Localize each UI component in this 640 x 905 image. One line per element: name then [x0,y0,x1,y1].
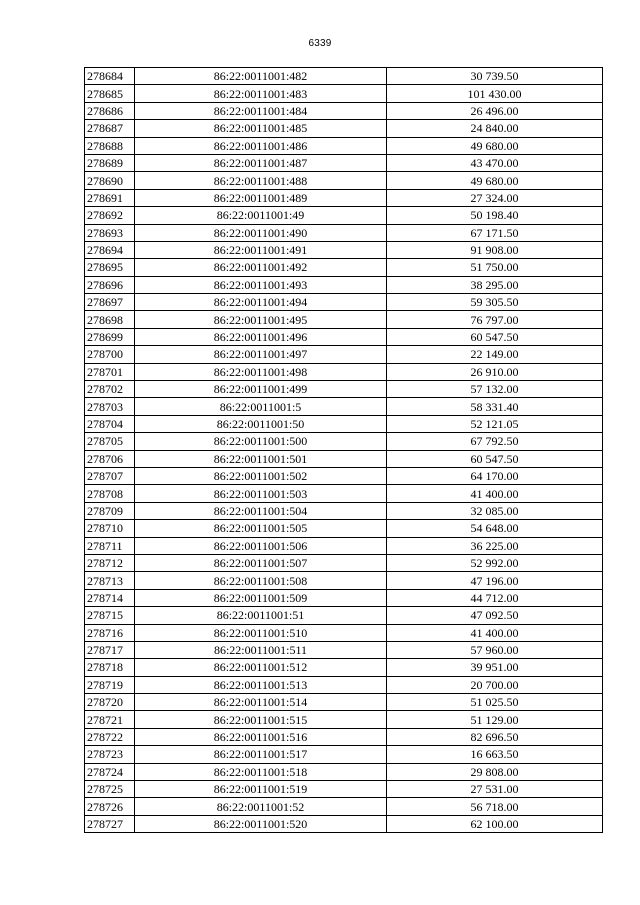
value-cell: 51 750.00 [387,259,603,276]
record-id-cell: 278711 [85,537,135,554]
table-row [85,467,603,484]
cadastral-number-cell: 86:22:0011001:486 [135,137,387,154]
record-id-cell: 278712 [85,554,135,571]
value-cell: 52 121.05 [387,415,603,432]
cadastral-number-cell: 86:22:0011001:503 [135,485,387,502]
table-row [85,259,603,276]
cadastral-number-cell: 86:22:0011001:517 [135,746,387,763]
cadastral-number-cell: 86:22:0011001:50 [135,415,387,432]
record-id-cell: 278724 [85,763,135,780]
cadastral-number-cell: 86:22:0011001:513 [135,676,387,693]
value-cell: 24 840.00 [387,120,603,137]
record-id-cell: 278684 [85,68,135,85]
table-row [85,433,603,450]
table-row [85,346,603,363]
records-table [84,67,603,833]
table-row [85,294,603,311]
value-cell: 54 648.00 [387,520,603,537]
table-row [85,102,603,119]
record-id-cell: 278708 [85,485,135,502]
record-id-cell: 278690 [85,172,135,189]
record-id-cell: 278703 [85,398,135,415]
cadastral-number-cell: 86:22:0011001:511 [135,641,387,658]
record-id-cell: 278698 [85,311,135,328]
table-row [85,520,603,537]
table-row [85,224,603,241]
value-cell: 58 331.40 [387,398,603,415]
cadastral-number-cell: 86:22:0011001:504 [135,502,387,519]
value-cell: 38 295.00 [387,276,603,293]
record-id-cell: 278725 [85,781,135,798]
table-row [85,381,603,398]
value-cell: 29 808.00 [387,763,603,780]
value-cell: 16 663.50 [387,746,603,763]
record-id-cell: 278694 [85,241,135,258]
table-row [85,241,603,258]
table-row [85,398,603,415]
page-number: 6339 [308,38,332,49]
cadastral-number-cell: 86:22:0011001:484 [135,102,387,119]
table-row [85,572,603,589]
record-id-cell: 278719 [85,676,135,693]
table-row [85,815,603,832]
value-cell: 59 305.50 [387,294,603,311]
record-id-cell: 278718 [85,659,135,676]
value-cell: 60 547.50 [387,450,603,467]
value-cell: 43 470.00 [387,154,603,171]
table-row [85,450,603,467]
value-cell: 57 960.00 [387,641,603,658]
table-row [85,172,603,189]
table-row [85,502,603,519]
value-cell: 82 696.50 [387,728,603,745]
value-cell: 101 430.00 [387,85,603,102]
table-row [85,154,603,171]
table-row [85,276,603,293]
table-row [85,728,603,745]
value-cell: 49 680.00 [387,172,603,189]
record-id-cell: 278726 [85,798,135,815]
value-cell: 26 496.00 [387,102,603,119]
value-cell: 51 025.50 [387,694,603,711]
record-id-cell: 278706 [85,450,135,467]
value-cell: 56 718.00 [387,798,603,815]
cadastral-number-cell: 86:22:0011001:514 [135,694,387,711]
cadastral-number-cell: 86:22:0011001:502 [135,467,387,484]
record-id-cell: 278722 [85,728,135,745]
cadastral-number-cell: 86:22:0011001:482 [135,68,387,85]
cadastral-number-cell: 86:22:0011001:488 [135,172,387,189]
table-row [85,659,603,676]
value-cell: 76 797.00 [387,311,603,328]
cadastral-number-cell: 86:22:0011001:492 [135,259,387,276]
cadastral-number-cell: 86:22:0011001:49 [135,207,387,224]
cadastral-number-cell: 86:22:0011001:489 [135,189,387,206]
cadastral-number-cell: 86:22:0011001:519 [135,781,387,798]
table-row [85,624,603,641]
value-cell: 67 171.50 [387,224,603,241]
cadastral-number-cell: 86:22:0011001:506 [135,537,387,554]
table-row [85,485,603,502]
record-id-cell: 278709 [85,502,135,519]
record-id-cell: 278714 [85,589,135,606]
record-id-cell: 278710 [85,520,135,537]
record-id-cell: 278687 [85,120,135,137]
table-row [85,798,603,815]
cadastral-number-cell: 86:22:0011001:515 [135,711,387,728]
table-row [85,363,603,380]
record-id-cell: 278686 [85,102,135,119]
cadastral-number-cell: 86:22:0011001:518 [135,763,387,780]
value-cell: 32 085.00 [387,502,603,519]
record-id-cell: 278713 [85,572,135,589]
value-cell: 30 739.50 [387,68,603,85]
cadastral-number-cell: 86:22:0011001:501 [135,450,387,467]
table-row [85,711,603,728]
record-id-cell: 278685 [85,85,135,102]
cadastral-number-cell: 86:22:0011001:490 [135,224,387,241]
records-table-body [85,68,603,833]
value-cell: 51 129.00 [387,711,603,728]
cadastral-number-cell: 86:22:0011001:520 [135,815,387,832]
value-cell: 27 324.00 [387,189,603,206]
table-row [85,311,603,328]
value-cell: 91 908.00 [387,241,603,258]
value-cell: 20 700.00 [387,676,603,693]
cadastral-number-cell: 86:22:0011001:493 [135,276,387,293]
value-cell: 49 680.00 [387,137,603,154]
value-cell: 22 149.00 [387,346,603,363]
record-id-cell: 278720 [85,694,135,711]
record-id-cell: 278702 [85,381,135,398]
cadastral-number-cell: 86:22:0011001:508 [135,572,387,589]
cadastral-number-cell: 86:22:0011001:498 [135,363,387,380]
table-row [85,189,603,206]
value-cell: 60 547.50 [387,328,603,345]
record-id-cell: 278701 [85,363,135,380]
record-id-cell: 278699 [85,328,135,345]
record-id-cell: 278689 [85,154,135,171]
cadastral-number-cell: 86:22:0011001:509 [135,589,387,606]
value-cell: 36 225.00 [387,537,603,554]
value-cell: 52 992.00 [387,554,603,571]
record-id-cell: 278717 [85,641,135,658]
record-id-cell: 278715 [85,607,135,624]
record-id-cell: 278696 [85,276,135,293]
cadastral-number-cell: 86:22:0011001:510 [135,624,387,641]
table-row [85,781,603,798]
value-cell: 62 100.00 [387,815,603,832]
record-id-cell: 278707 [85,467,135,484]
table-row [85,694,603,711]
record-id-cell: 278700 [85,346,135,363]
record-id-cell: 278727 [85,815,135,832]
record-id-cell: 278705 [85,433,135,450]
cadastral-number-cell: 86:22:0011001:51 [135,607,387,624]
table-row [85,328,603,345]
record-id-cell: 278693 [85,224,135,241]
value-cell: 57 132.00 [387,381,603,398]
table-row [85,607,603,624]
record-id-cell: 278723 [85,746,135,763]
value-cell: 47 092.50 [387,607,603,624]
value-cell: 27 531.00 [387,781,603,798]
table-row [85,746,603,763]
table-row [85,137,603,154]
cadastral-number-cell: 86:22:0011001:516 [135,728,387,745]
value-cell: 67 792.50 [387,433,603,450]
table-row [85,763,603,780]
cadastral-number-cell: 86:22:0011001:496 [135,328,387,345]
cadastral-number-cell: 86:22:0011001:485 [135,120,387,137]
cadastral-number-cell: 86:22:0011001:487 [135,154,387,171]
cadastral-number-cell: 86:22:0011001:491 [135,241,387,258]
cadastral-number-cell: 86:22:0011001:495 [135,311,387,328]
record-id-cell: 278704 [85,415,135,432]
record-id-cell: 278697 [85,294,135,311]
cadastral-number-cell: 86:22:0011001:52 [135,798,387,815]
record-id-cell: 278695 [85,259,135,276]
table-row [85,641,603,658]
cadastral-number-cell: 86:22:0011001:499 [135,381,387,398]
value-cell: 64 170.00 [387,467,603,484]
record-id-cell: 278688 [85,137,135,154]
table-row [85,589,603,606]
cadastral-number-cell: 86:22:0011001:507 [135,554,387,571]
cadastral-number-cell: 86:22:0011001:494 [135,294,387,311]
cadastral-number-cell: 86:22:0011001:497 [135,346,387,363]
cadastral-number-cell: 86:22:0011001:5 [135,398,387,415]
record-id-cell: 278691 [85,189,135,206]
table-row [85,537,603,554]
table-row [85,120,603,137]
cadastral-number-cell: 86:22:0011001:505 [135,520,387,537]
value-cell: 26 910.00 [387,363,603,380]
value-cell: 39 951.00 [387,659,603,676]
cadastral-number-cell: 86:22:0011001:483 [135,85,387,102]
cadastral-number-cell: 86:22:0011001:500 [135,433,387,450]
value-cell: 44 712.00 [387,589,603,606]
value-cell: 50 198.40 [387,207,603,224]
table-row [85,207,603,224]
table-row [85,85,603,102]
value-cell: 47 196.00 [387,572,603,589]
record-id-cell: 278721 [85,711,135,728]
table-row [85,68,603,85]
table-row [85,415,603,432]
record-id-cell: 278692 [85,207,135,224]
value-cell: 41 400.00 [387,485,603,502]
record-id-cell: 278716 [85,624,135,641]
cadastral-number-cell: 86:22:0011001:512 [135,659,387,676]
value-cell: 41 400.00 [387,624,603,641]
table-row [85,676,603,693]
table-row [85,554,603,571]
